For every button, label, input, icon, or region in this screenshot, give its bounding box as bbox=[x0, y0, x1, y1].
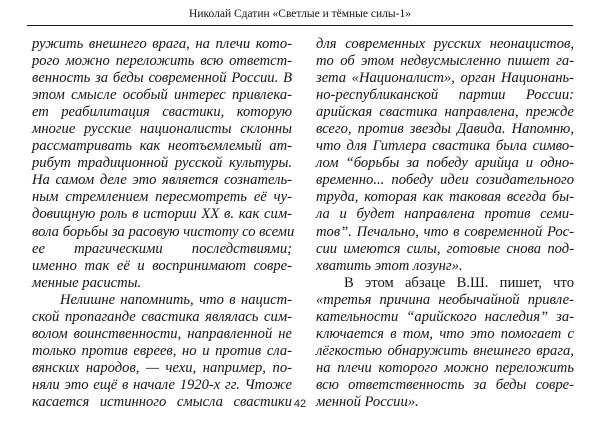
text-line: на плечи которого можно переложить bbox=[316, 359, 574, 376]
text-line: всего, против звезды Давида. Напомню, bbox=[316, 121, 574, 138]
text-line: лом “борьбы за победу арийца и одно- bbox=[316, 155, 574, 172]
text-line: вола борьбы за расовую чистоту со всеми bbox=[32, 223, 295, 240]
text-column-left bbox=[32, 36, 295, 411]
text-line: вянских народов, — чехи, например, по- bbox=[32, 359, 292, 376]
paragraph bbox=[32, 292, 292, 411]
page-number: 42 bbox=[293, 398, 307, 410]
text-line: На самом деле это является сознатель- bbox=[32, 172, 292, 189]
text-line: рибут традиционной русской культуры. bbox=[32, 155, 292, 172]
text-line: «третья причина необычайной привле- bbox=[316, 291, 574, 308]
text-line: именно так её и воспринимают совре- bbox=[32, 257, 292, 274]
text-line: многие русские националисты склонны bbox=[32, 121, 292, 138]
text-line: менной России». bbox=[316, 393, 419, 410]
text-line: ным стремлением пересмотреть её чу- bbox=[32, 189, 292, 206]
text-line: этом смысле особый интерес привлека- bbox=[32, 87, 292, 104]
text-line: зета «Националист», орган Национань- bbox=[316, 70, 574, 87]
paragraph bbox=[316, 36, 574, 275]
text-line: лёгкостью обнаружить внешнего врага, bbox=[316, 342, 574, 359]
text-line: рассматривать как неотъемлемый ат- bbox=[32, 138, 292, 155]
text-line: волом воинственности, направленной не bbox=[32, 325, 292, 342]
text-line: но-республиканской партии России: bbox=[316, 87, 574, 104]
text-column-right bbox=[316, 36, 574, 411]
text-line: Нелишне напомнить, что в нацист- bbox=[60, 291, 292, 308]
text-line: ружить внешнего врага, на плечи кото- bbox=[32, 36, 292, 52]
text-line: для современных русских неонацистов, bbox=[316, 36, 574, 52]
text-line: всю ответственность за беды совре- bbox=[316, 376, 574, 393]
text-line: труда, которая как таковая всегда бы- bbox=[316, 189, 574, 206]
text-line: менные расисты. bbox=[32, 274, 142, 291]
text-line: арийская свастика направлена, прежде bbox=[316, 104, 574, 121]
text-line: ской пропаганде свастика являлась сим- bbox=[32, 308, 292, 325]
paragraph bbox=[316, 275, 574, 411]
text-line: няли это ещё в начале 1920-х гг. Чтоже bbox=[32, 376, 292, 393]
text-line: ее трагическими последствиями; bbox=[32, 240, 292, 257]
text-line: рого можно переложить всю ответст- bbox=[32, 53, 292, 70]
text-line: то об этом недвусмысленно пишет га- bbox=[316, 53, 574, 70]
text-line: сии имеются силы, готовые снова под- bbox=[316, 240, 574, 257]
text-line: только против евреев, но и против сла- bbox=[32, 342, 292, 359]
text-line: ключается в том, что это помогает с bbox=[316, 325, 574, 342]
text-line: кательности “арийского наследия” за- bbox=[316, 308, 574, 325]
text-line: довищную роль в истории XX в. как сим- bbox=[32, 206, 292, 223]
running-header bbox=[27, 5, 573, 26]
paragraph bbox=[32, 36, 295, 292]
text-line: В этом абзаце В.Ш. пишет, что bbox=[344, 274, 574, 291]
text-line: хватить этот лозунг». bbox=[316, 257, 463, 274]
text-line: венность за беды современной России. В bbox=[32, 70, 292, 87]
text-line: временно... победу идеи созидательного bbox=[316, 172, 574, 189]
text-line: касается истинного смысла свастики bbox=[32, 393, 292, 410]
text-line: ет реабилитация свастики, которую bbox=[32, 104, 292, 121]
running-title: Николай Сдатин «Светлые и тёмные силы-1» bbox=[189, 8, 411, 20]
text-line: тов”. Печально, что в современной Рос- bbox=[316, 223, 574, 240]
text-line: что для Гитлера свастика была симво- bbox=[316, 138, 574, 155]
text-line: ла и будет направлена против семи- bbox=[316, 206, 574, 223]
